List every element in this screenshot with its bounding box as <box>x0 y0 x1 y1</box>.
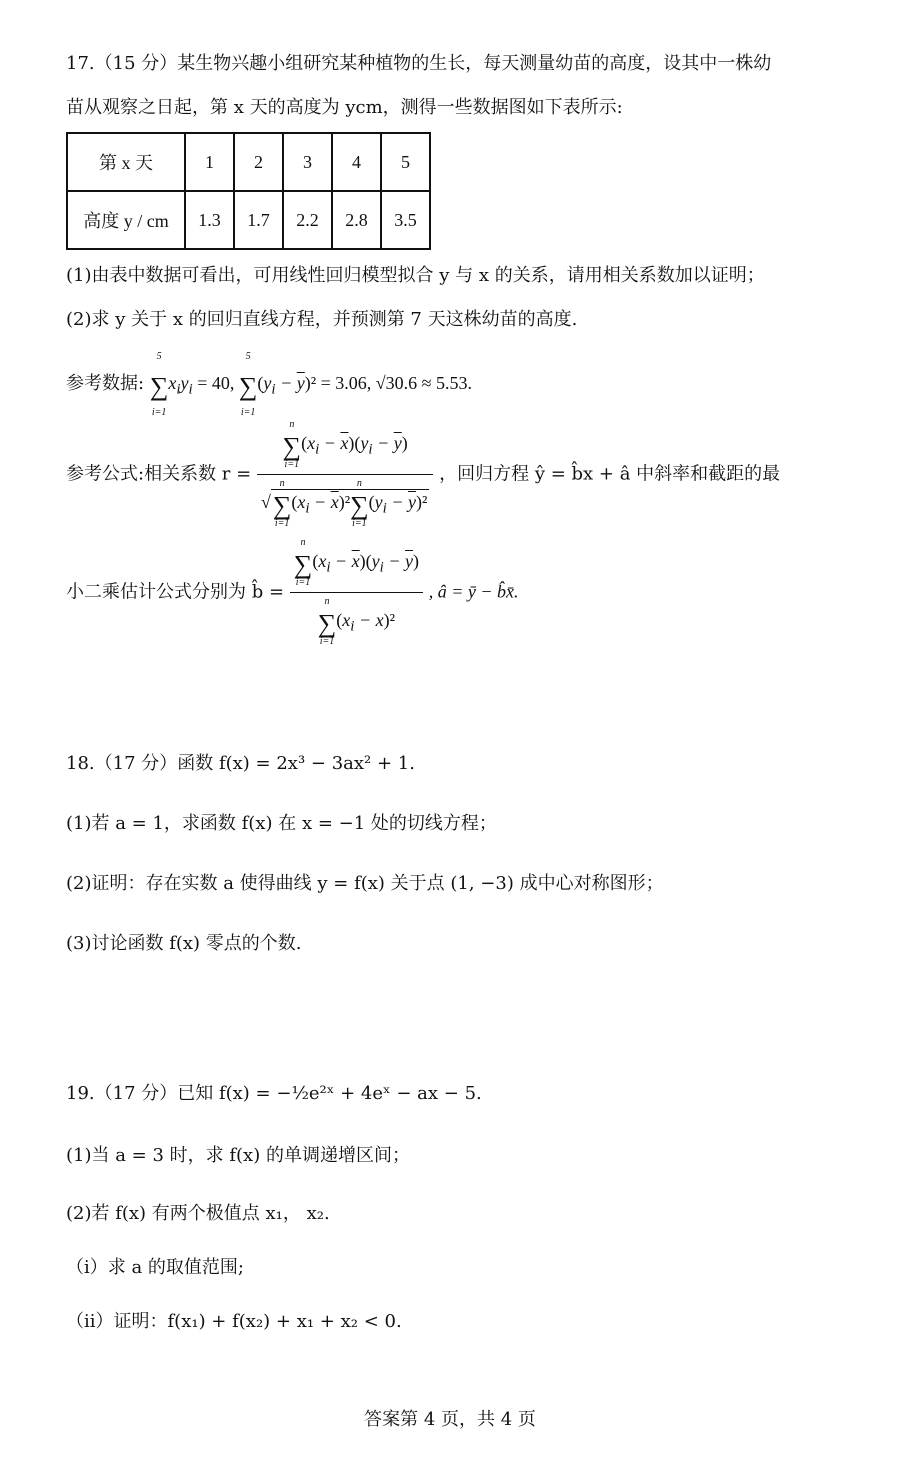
q17-line1: 17.（15 分）某生物兴趣小组研究某种植物的生长，每天测量幼苗的高度，设其中一株幼 <box>66 53 772 74</box>
table-cell: 1 <box>185 133 234 191</box>
table-cell: 3.5 <box>381 191 430 249</box>
table-cell: 5 <box>381 133 430 191</box>
correlation-fraction: n ∑ i=1 $(x_i - \overline{x})(y_i - \overline{y})$ √ n ∑ i=1 $(x_i - \overline{x})^2$ n ∑ i=1 $(y_i - \overline{y})^2$ <box>257 420 433 529</box>
table-row <box>67 191 430 249</box>
q18-title: 18.（17 分）函数 f(x) = 2x³ − 3ax² + 1. <box>66 753 415 774</box>
ref-data-label: 参考数据: <box>66 373 145 395</box>
q18-part2: (2)证明：存在实数 a 使得曲线 y = f(x) 关于点 (1, −3) 成中心对称图形； <box>66 873 664 894</box>
ref-data-tail: = 3.06, √30.6 ≈ 5.53. <box>320 373 473 394</box>
ref-formula-mid: ，回归方程 ŷ = b̂x + â 中斜率和截距的最 <box>439 463 781 485</box>
q17-part2: (2)求 y 关于 x 的回归直线方程，并预测第 7 天这株幼苗的高度. <box>66 309 578 330</box>
q19-part1: (1)当 a = 3 时，求 f(x) 的单调递增区间； <box>66 1145 410 1166</box>
ref-data-formula: 5 ∑ i=1 $x_iy_i = 40$, 5 ∑ i=1 $(y_i - \overline{y})^2$ <box>149 351 317 418</box>
q17-part1: (1)由表中数据可看出，可用线性回归模型拟合 y 与 x 的关系，请用相关系数加以证明； <box>66 265 765 286</box>
table-cell: 3 <box>283 133 332 191</box>
slope-fraction: n ∑ i=1 $(x_i - \overline{x})(y_i - \overline{y})$ n ∑ i=1 $(x_i - x)^2$ <box>290 538 423 647</box>
table-cell: 1.7 <box>234 191 283 249</box>
q17-line2: 苗从观察之日起，第 x 天的高度为 ycm，测得一些数据图如下表所示: <box>66 97 623 118</box>
table-row <box>67 133 430 191</box>
q17-ref-data <box>66 352 472 418</box>
table-cell: 2.8 <box>332 191 381 249</box>
q17-least-squares <box>66 538 519 647</box>
q19-sub2: （ii）证明：f(x₁) + f(x₂) + x₁ + x₂ < 0. <box>66 1311 402 1332</box>
q19-title: 19.（17 分）已知 f(x) = −½e²ˣ + 4eˣ − ax − 5. <box>66 1083 482 1104</box>
q18-part1: (1)若 a = 1，求函数 f(x) 在 x = −1 处的切线方程； <box>66 813 497 834</box>
q17-ref-formula <box>66 420 780 529</box>
q19-sub1: （i）求 a 的取值范围; <box>66 1257 244 1278</box>
data-table <box>66 132 431 250</box>
page-footer: 答案第 4 页，共 4 页 <box>364 1409 536 1430</box>
ref-formula-last-label: 小二乘估计公式分别为 b̂ = <box>66 581 285 603</box>
q19-part2: (2)若 f(x) 有两个极值点 x₁， x₂. <box>66 1203 330 1224</box>
table-cell: 4 <box>332 133 381 191</box>
table-cell: 2 <box>234 133 283 191</box>
q18-part3: (3)讨论函数 f(x) 零点的个数. <box>66 933 302 954</box>
ref-formula-last-tail: , â = ȳ − b̂x̄. <box>428 581 519 602</box>
table-cell: 1.3 <box>185 191 234 249</box>
table-header-height: 高度 y / cm <box>67 191 185 249</box>
table-header-day: 第 x 天 <box>67 133 185 191</box>
table-cell: 2.2 <box>283 191 332 249</box>
ref-formula-label: 参考公式:相关系数 r = <box>66 463 252 485</box>
